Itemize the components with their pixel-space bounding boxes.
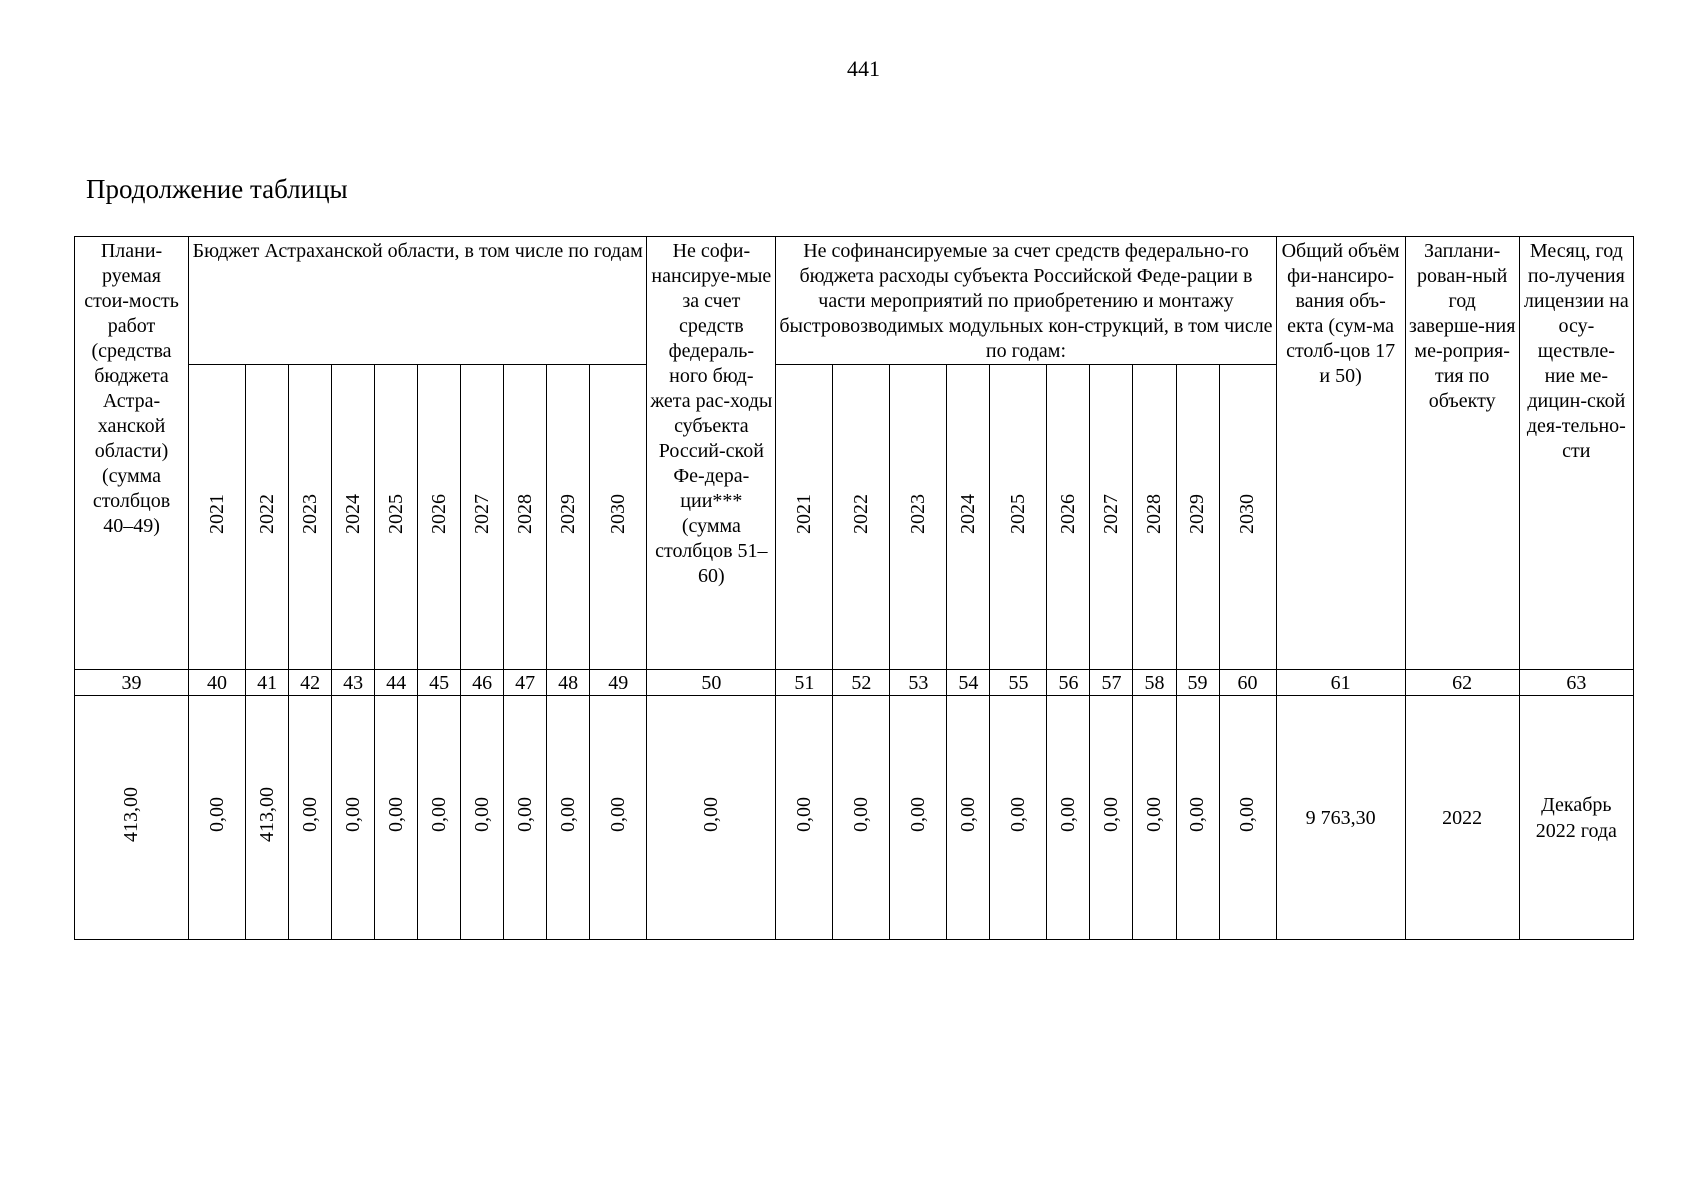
- header-col62-text: Заплани-рован-ный год заверше-ния ме-роприя-тия по объекту: [1408, 240, 1516, 412]
- page-number: 441: [847, 56, 880, 81]
- column-number: 49: [590, 670, 647, 696]
- federal-year-value: 0,00: [1006, 796, 1029, 832]
- regional-year-value: 0,00: [384, 796, 407, 832]
- federal-year-value: 0,00: [1186, 796, 1208, 832]
- column-number: 43: [332, 670, 375, 696]
- year-label: 2030: [606, 493, 629, 534]
- column-number: 62: [1405, 670, 1519, 696]
- header-col61: [1276, 237, 1405, 670]
- header-col39: [75, 237, 189, 670]
- column-number: 48: [547, 670, 590, 696]
- column-number: 45: [418, 670, 461, 696]
- column-number: 39: [75, 670, 189, 696]
- header-col62: [1405, 237, 1519, 670]
- column-number: 60: [1219, 670, 1276, 696]
- year-label: 2030: [1236, 493, 1259, 534]
- year-header-cell: [947, 365, 990, 670]
- financing-table: [74, 236, 1634, 940]
- header-row-group: [75, 237, 1634, 365]
- year-header-cell: [1176, 365, 1219, 670]
- column-number: 57: [1090, 670, 1133, 696]
- column-number: 42: [289, 670, 332, 696]
- year-label: 2026: [1056, 493, 1079, 534]
- column-number: 58: [1133, 670, 1176, 696]
- year-header-cell: [189, 365, 246, 670]
- regional-year-value: 0,00: [606, 796, 629, 832]
- federal-year-value: 0,00: [956, 796, 979, 832]
- header-group-federal-text: Не софинансируемые за счет средств федерально-го бюджета расходы субъекта Российской Феде-рации в части мероприятий по приобретению и монтажу быстровозводимых модульных кон-струкций, в том числе по годам:: [779, 240, 1273, 362]
- regional-year-value: 0,00: [470, 796, 493, 832]
- year-label: 2029: [556, 493, 579, 534]
- federal-year-value: 0,00: [1142, 796, 1165, 832]
- year-header-cell: [547, 365, 590, 670]
- column-number: 53: [890, 670, 947, 696]
- federal-year-value: 0,00: [792, 796, 815, 832]
- year-label: 2027: [1099, 493, 1122, 534]
- year-label: 2029: [1186, 493, 1208, 534]
- regional-year-value-cell: [189, 696, 246, 940]
- regional-year-value: 0,00: [298, 796, 321, 832]
- federal-year-value: 0,00: [849, 796, 872, 832]
- year-header-cell: [833, 365, 890, 670]
- column-number: 56: [1047, 670, 1090, 696]
- column-number: 59: [1176, 670, 1219, 696]
- column-number: 46: [461, 670, 504, 696]
- header-col61-text: Общий объём фи-нансиро-вания объ-екта (сум-ма столб-цов 17 и 50): [1281, 240, 1400, 387]
- regional-year-value-cell: [418, 696, 461, 940]
- year-header-cell: [461, 365, 504, 670]
- header-col50: [647, 237, 776, 670]
- column-number: 61: [1276, 670, 1405, 696]
- column-number: 54: [947, 670, 990, 696]
- regional-year-value: 0,00: [513, 796, 536, 832]
- year-header-cell: [890, 365, 947, 670]
- year-header-cell: [332, 365, 375, 670]
- column-number: 50: [647, 670, 776, 696]
- planned-completion-year-cell: 2022: [1405, 696, 1519, 940]
- year-header-cell: [1219, 365, 1276, 670]
- regional-year-value-cell: [504, 696, 547, 940]
- year-label: 2024: [341, 493, 364, 534]
- year-header-cell: [590, 365, 647, 670]
- header-group-regional-text: Бюджет Астраханской области, в том числе по годам: [192, 240, 643, 262]
- year-header-cell: [246, 365, 289, 670]
- planned-cost-cell: [75, 696, 189, 940]
- regional-year-value-cell: [590, 696, 647, 940]
- year-header-cell: [1133, 365, 1176, 670]
- column-number-row: [75, 670, 1634, 696]
- table-row: [75, 696, 1634, 940]
- year-label: 2024: [956, 493, 979, 534]
- year-header-cell: [1090, 365, 1133, 670]
- federal-year-value: 0,00: [1056, 796, 1079, 832]
- column-number: 41: [246, 670, 289, 696]
- table-continuation-title: Продолжение таблицы: [86, 174, 348, 204]
- regional-year-value-cell: [375, 696, 418, 940]
- year-header-cell: [289, 365, 332, 670]
- year-header-cell: [776, 365, 833, 670]
- regional-year-value: 0,00: [205, 796, 228, 832]
- column-number: 51: [776, 670, 833, 696]
- federal-year-value-cell: [1047, 696, 1090, 940]
- regional-year-value-cell: [547, 696, 590, 940]
- column-number: 63: [1519, 670, 1633, 696]
- year-header-cell: [375, 365, 418, 670]
- year-label: 2027: [470, 493, 493, 534]
- header-col50-text: Не софи-нансируе-мые за счет средств федераль-ного бюд-жета рас-ходы субъекта Россий-ской Фе-дера-ции*** (сумма столбцов 51–60): [650, 240, 773, 587]
- regional-year-value: 0,00: [427, 796, 450, 832]
- year-header-cell: [418, 365, 461, 670]
- federal-year-value-cell: [1176, 696, 1219, 940]
- federal-year-value-cell: [1090, 696, 1133, 940]
- year-header-cell: [990, 365, 1047, 670]
- federal-year-value: 0,00: [1099, 796, 1122, 832]
- federal-year-value-cell: [1219, 696, 1276, 940]
- header-col63-text: Месяц, год по-лучения лицензии на осу-ществле-ние ме-дицин-ской дея-тельно-сти: [1523, 240, 1629, 462]
- regional-year-value-cell: [461, 696, 504, 940]
- regional-year-value-cell: [289, 696, 332, 940]
- header-col63: [1519, 237, 1633, 670]
- federal-year-value-cell: [947, 696, 990, 940]
- license-date-cell: Декабрь 2022 года: [1519, 696, 1633, 940]
- header-group-federal: [776, 237, 1276, 365]
- federal-year-value-cell: [833, 696, 890, 940]
- year-label: 2023: [906, 493, 929, 534]
- regional-year-value-cell: [246, 696, 289, 940]
- federal-year-value-cell: [890, 696, 947, 940]
- year-label: 2022: [255, 493, 278, 534]
- non-cofinanced-total-value: 0,00: [699, 796, 722, 832]
- regional-year-value-cell: [332, 696, 375, 940]
- total-financing-cell: 9 763,30: [1276, 696, 1405, 940]
- year-label: 2021: [792, 493, 815, 534]
- year-header-cell: [504, 365, 547, 670]
- planned-cost-value: 413,00: [120, 786, 143, 842]
- column-number: 55: [990, 670, 1047, 696]
- column-number: 40: [189, 670, 246, 696]
- year-label: 2028: [1142, 493, 1165, 534]
- header-col39-text: Плани-руемая стои-мость работ (средства бюджета Астра-ханской области) (сумма столбцов 40–49): [84, 240, 179, 537]
- non-cofinanced-total-cell: [647, 696, 776, 940]
- year-label: 2022: [849, 493, 872, 534]
- header-group-regional: [189, 237, 647, 365]
- federal-year-value: 0,00: [906, 796, 929, 832]
- federal-year-value-cell: [776, 696, 833, 940]
- federal-year-value-cell: [990, 696, 1047, 940]
- year-label: 2025: [1006, 493, 1029, 534]
- regional-year-value: 0,00: [556, 796, 579, 832]
- regional-year-value: 0,00: [341, 796, 364, 832]
- year-header-cell: [1047, 365, 1090, 670]
- regional-year-value: 413,00: [255, 786, 278, 842]
- federal-year-value: 0,00: [1236, 796, 1259, 832]
- year-label: 2023: [298, 493, 321, 534]
- column-number: 52: [833, 670, 890, 696]
- year-label: 2021: [205, 493, 228, 534]
- column-number: 44: [375, 670, 418, 696]
- federal-year-value-cell: [1133, 696, 1176, 940]
- column-number: 47: [504, 670, 547, 696]
- year-label: 2026: [427, 493, 450, 534]
- year-label: 2028: [513, 493, 536, 534]
- year-label: 2025: [384, 493, 407, 534]
